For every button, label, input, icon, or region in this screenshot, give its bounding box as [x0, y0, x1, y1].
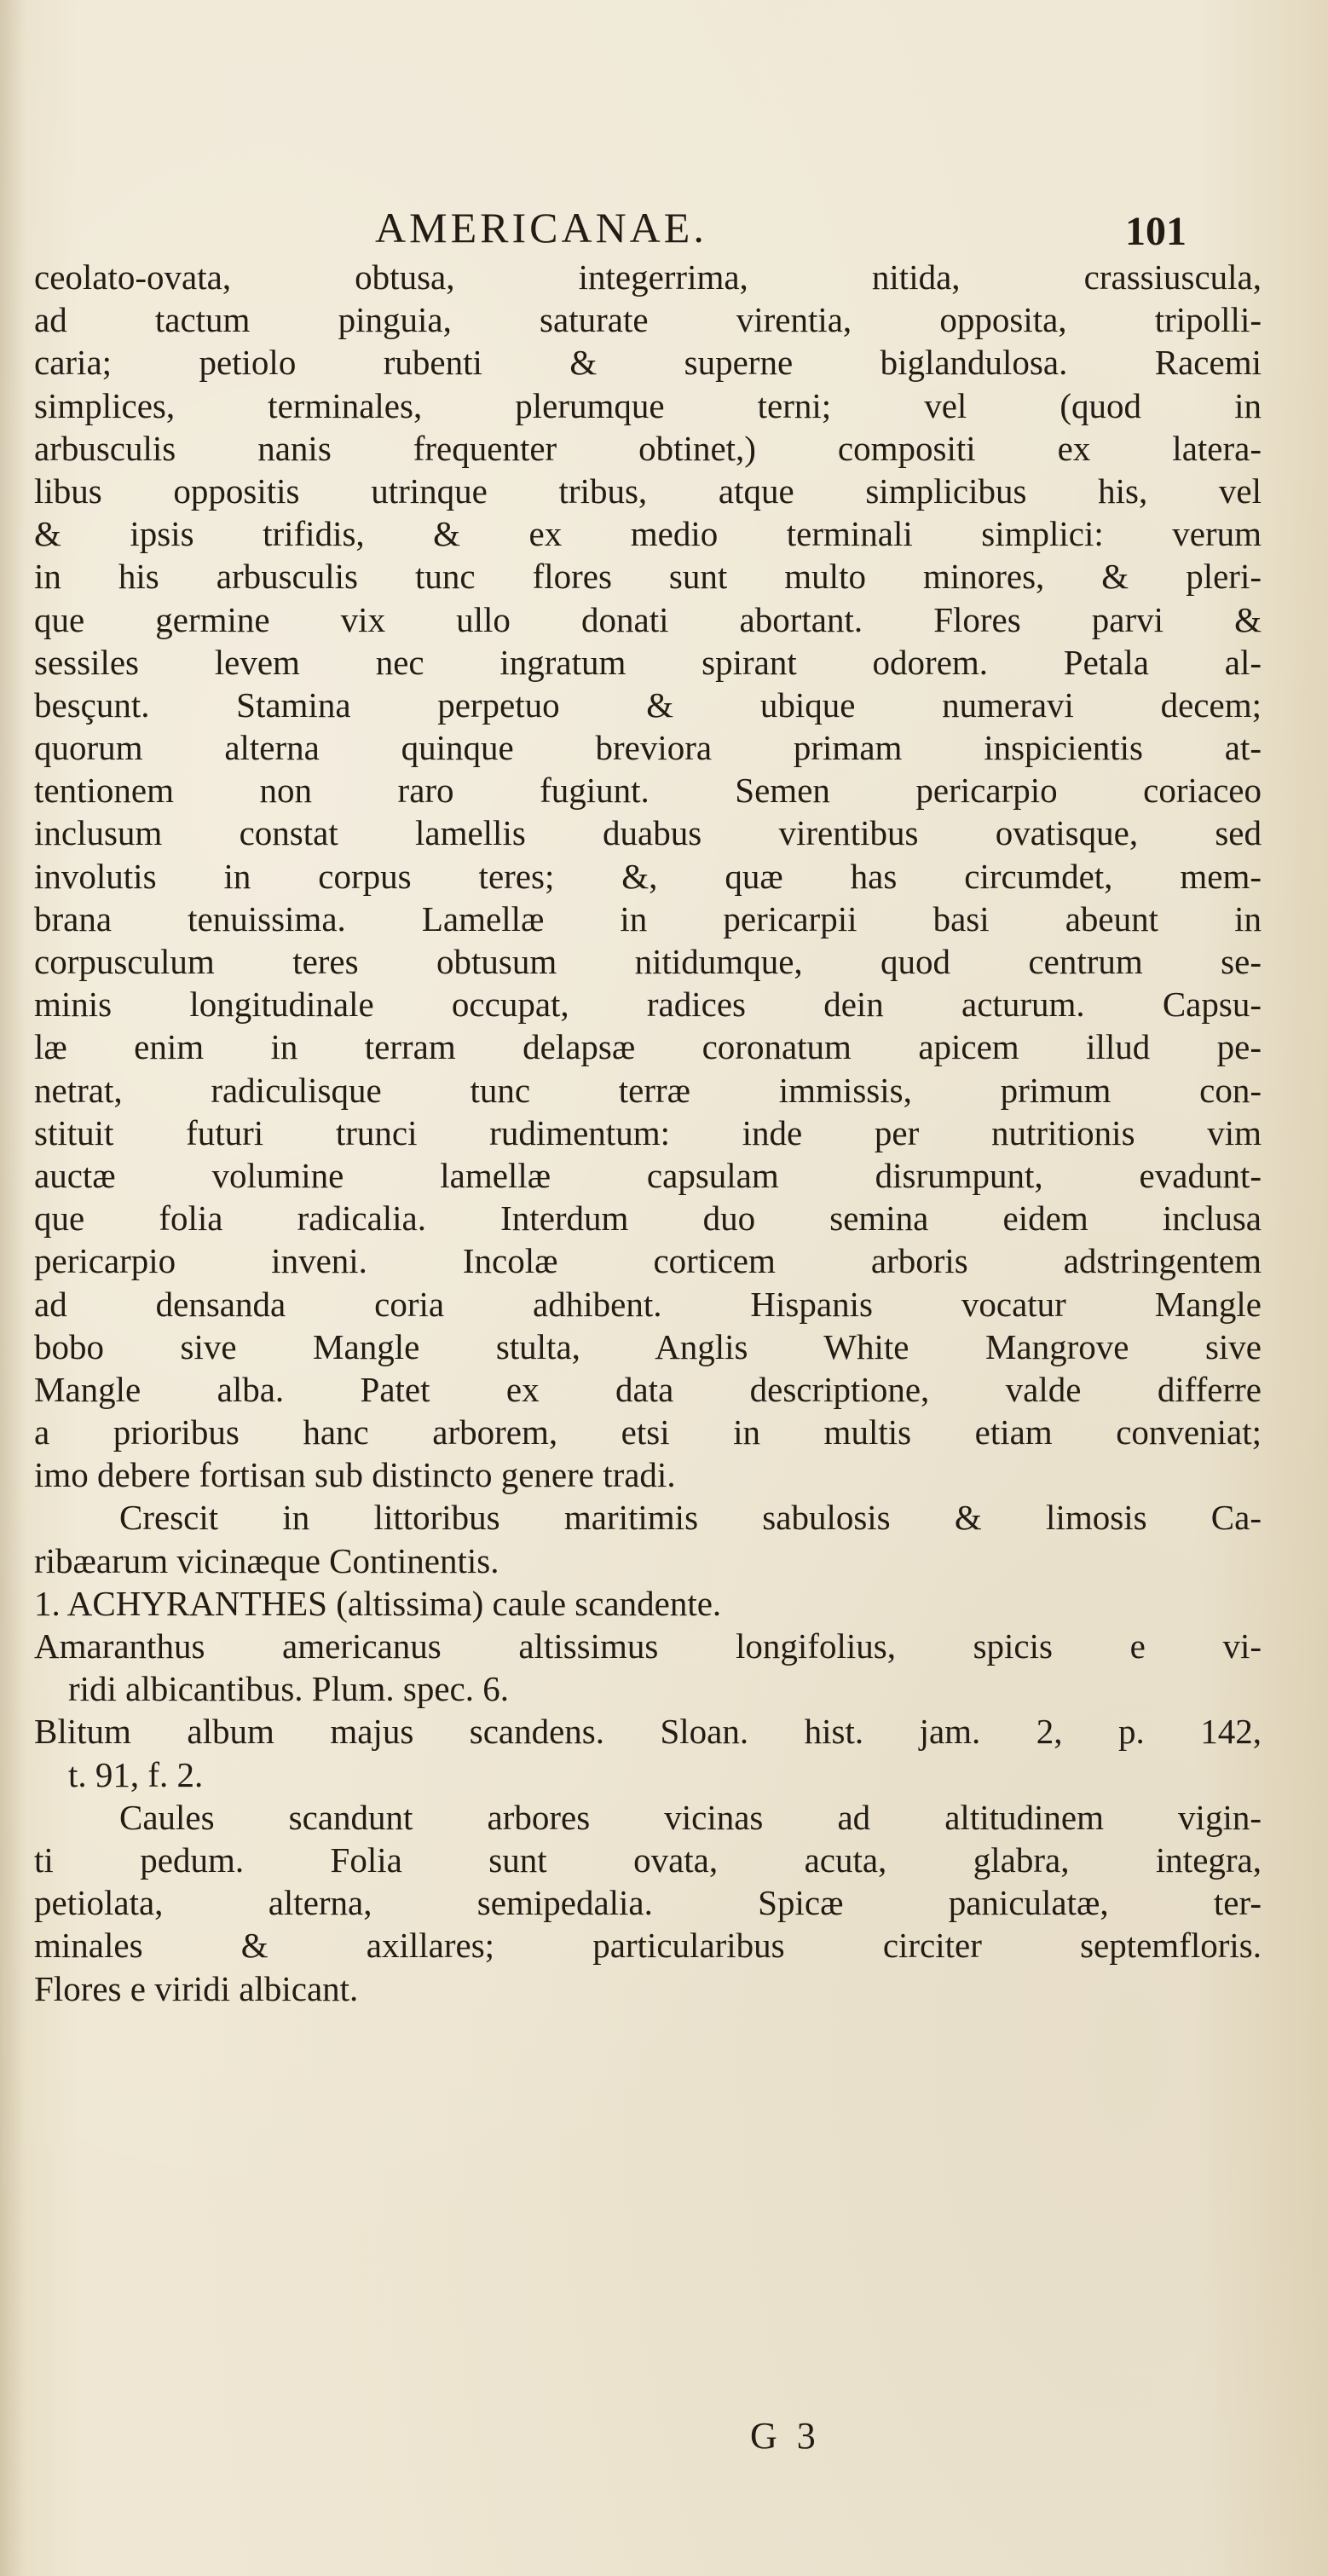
text-line: inclusum constat lamellis duabus virentibus ovatisque, sed [34, 813, 1262, 853]
text-line: ribæarum vicinæque Continentis. [34, 1540, 499, 1580]
text-line: bobo sive Mangle stulta, Anglis White Mangrove sive [34, 1326, 1262, 1366]
text-line: que germine vix ullo donati abortant. Flores parvi & [34, 599, 1262, 639]
text-line: Blitum album majus scandens. Sloan. hist. jam. 2, p. 142, [34, 1712, 1262, 1752]
text-line: ad tactum pinguia, saturate virentia, opposita, tripolli- [34, 300, 1262, 340]
text-line: petiolata, alterna, semipedalia. Spicæ paniculatæ, ter- [34, 1883, 1262, 1923]
text-line: sessiles levem nec ingratum spirant odorem. Petala al- [34, 642, 1262, 682]
text-line: a prioribus hanc arborem, etsi in multis etiam conveniat; [34, 1412, 1262, 1453]
text-line: Flores e viridi albicant. [34, 1968, 359, 2008]
text-line: 1. ACHYRANTHES (altissima) caule scandente. [34, 1583, 722, 1623]
text-line: in his arbusculis tunc flores sunt multo minores, & pleri- [34, 557, 1262, 597]
text-line: Caules scandunt arbores vicinas ad altitudinem vigin- [119, 1797, 1262, 1837]
text-line: imo debere fortisan sub distincto genere tradi. [34, 1455, 676, 1495]
text-line: læ enim in terram delapsæ coronatum apicem illud pe- [34, 1027, 1262, 1067]
text-line: ridi albicantibus. Plum. spec. 6. [68, 1669, 509, 1709]
signature-mark: G 3 [750, 2415, 821, 2457]
text-line: ceolato-ovata, obtusa, integerrima, nitida, crassiuscula, [34, 257, 1262, 297]
text-line: involutis in corpus teres; &, quæ has circumdet, mem- [34, 856, 1262, 896]
text-line: minales & axillares; particularibus circiter septemfloris. [34, 1926, 1262, 1966]
text-line: minis longitudinale occupat, radices dein acturum. Capsu- [34, 985, 1262, 1025]
text-line: auctæ volumine lamellæ capsulam disrumpunt, evadunt- [34, 1155, 1262, 1195]
text-line: & ipsis trifidis, & ex medio terminali simplici: verum [34, 514, 1262, 554]
text-line: t. 91, f. 2. [68, 1754, 204, 1794]
text-line: arbusculis nanis frequenter obtinet,) compositi ex latera- [34, 428, 1262, 468]
text-line: caria; petiolo rubenti & superne biglandulosa. Racemi [34, 343, 1262, 383]
running-head [0, 203, 1328, 263]
running-title: AMERICANAE. [375, 204, 707, 251]
text-line: Crescit in littoribus maritimis sabulosis & limosis Ca- [119, 1498, 1262, 1538]
body-text [34, 256, 1262, 2010]
text-line: Amaranthus americanus altissimus longifolius, spicis e vi- [34, 1626, 1262, 1666]
text-line: corpusculum teres obtusum nitidumque, quod centrum se- [34, 942, 1262, 981]
text-line: simplices, terminales, plerumque terni; vel (quod in [34, 385, 1262, 425]
text-line: Mangle alba. Patet ex data descriptione, valde differre [34, 1369, 1262, 1409]
text-line: pericarpio inveni. Incolæ corticem arboris adstringentem [34, 1241, 1262, 1281]
text-line: netrat, radiculisque tunc terræ immissis, primum con- [34, 1070, 1262, 1110]
text-line: tentionem non raro fugiunt. Semen pericarpio coriaceo [34, 771, 1262, 811]
page-gutter-shadow [0, 0, 26, 2576]
text-line: quorum alterna quinque breviora primam inspicientis at- [34, 728, 1262, 768]
text-line: que folia radicalia. Interdum duo semina eidem inclusa [34, 1198, 1262, 1239]
text-line: ti pedum. Folia sunt ovata, acuta, glabra, integra, [34, 1840, 1262, 1880]
text-line: besçunt. Stamina perpetuo & ubique numeravi decem; [34, 684, 1262, 725]
text-line: ad densanda coria adhibent. Hispanis vocatur Mangle [34, 1284, 1262, 1324]
text-line: brana tenuissima. Lamellæ in pericarpii basi abeunt in [34, 898, 1262, 939]
page-number: 101 [1125, 209, 1187, 254]
text-line: libus oppositis utrinque tribus, atque simplicibus his, vel [34, 471, 1262, 511]
text-line: stituit futuri trunci rudimentum: inde per nutritionis vim [34, 1112, 1262, 1152]
